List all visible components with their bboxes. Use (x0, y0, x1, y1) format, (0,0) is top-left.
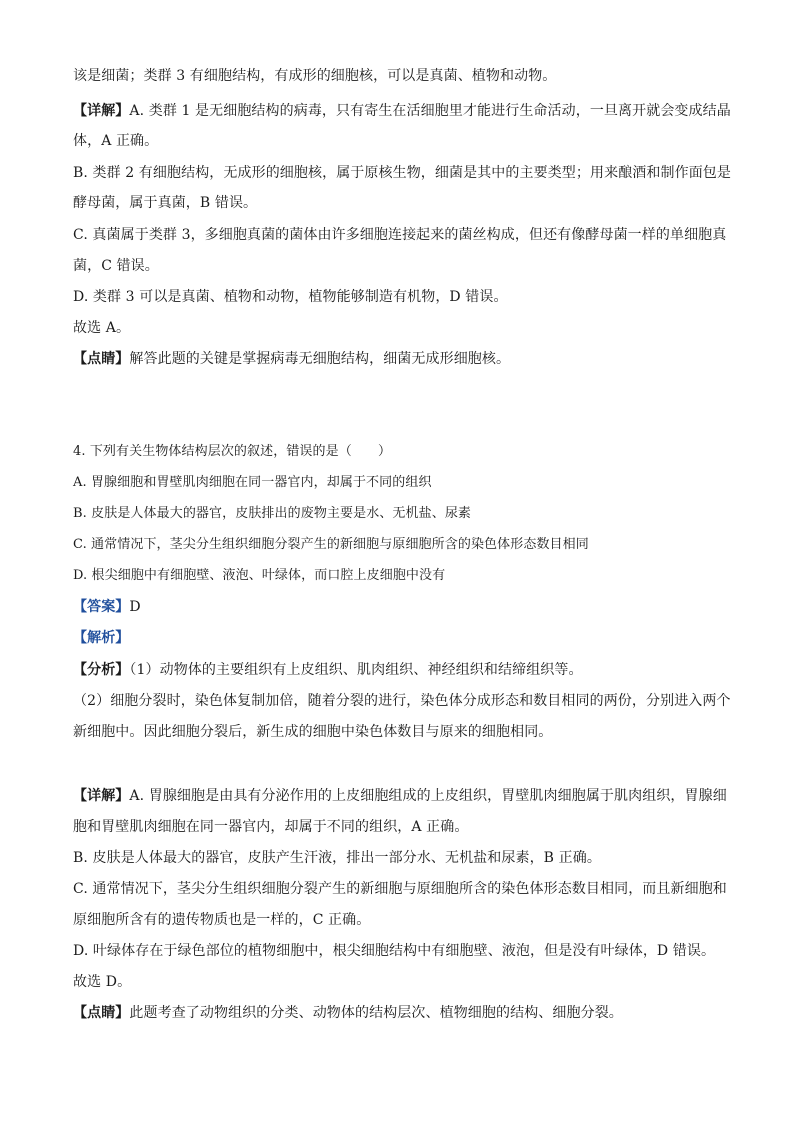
prev-detail-line-1 (73, 101, 734, 121)
prev-detail-line-6: 菌，C 错误。 (73, 258, 159, 274)
q4-option-d: D. 根尖细胞中有细胞壁、液泡、叶绿体，而口腔上皮细胞中没有 (73, 568, 446, 583)
q4-stem: 4. 下列有关生物体结构层次的叙述，错误的是（ ） (73, 444, 392, 459)
q4-option-c: C. 通常情况下，茎尖分生组织细胞分裂产生的新细胞与原细胞所含的染色体形态数目相同 (73, 537, 589, 552)
q4-detail-line-5: 原细胞所含有的遗传物质也是一样的，C 正确。 (73, 912, 371, 928)
q4-fenxi-line-2: （2）细胞分裂时，染色体复制加倍，随着分裂的进行，染色体分成形态和数目相同的两份，分别进入两个 (73, 693, 731, 709)
q4-comment-label: 【点睛】 (73, 1005, 130, 1021)
q4-conclusion: 故选 D。 (73, 974, 132, 990)
prev-conclusion: 故选 A。 (73, 320, 131, 336)
detail-label: 【详解】 (73, 103, 130, 119)
q4-option-b: B. 皮肤是人体最大的器官，皮肤排出的废物主要是水、无机盐、尿素 (73, 506, 472, 521)
comment-label: 【点睛】 (73, 351, 130, 367)
q4-option-a: A. 胃腺细胞和胃壁肌肉细胞在同一器官内，却属于不同的组织 (73, 475, 432, 490)
q4-comment-line (73, 1003, 734, 1023)
prev-detail-line-5: C. 真菌属于类群 3，多细胞真菌的菌体由许多细胞连接起来的菌丝构成，但还有像酵母菌一样的单细胞真 (73, 227, 727, 243)
prev-detail-text-1: A. 类群 1 是无细胞结构的病毒，只有寄生在活细胞里才能进行生命活动，一旦离开就会变成结晶 (129, 103, 731, 119)
fenxi-text-1: （1）动物体的主要组织有上皮组织、肌肉组织、神经组织和结缔组织等。 (129, 662, 583, 678)
answer-label: 【答案】 (73, 599, 130, 615)
q4-detail-line-4: C. 通常情况下，茎尖分生组织细胞分裂产生的新细胞与原细胞所含的染色体形态数目相同，而且新细胞和 (73, 881, 727, 897)
fenxi-label: 【分析】 (73, 662, 130, 678)
q4-fenxi-line-1 (73, 660, 734, 680)
prev-detail-line-3: B. 类群 2 有细胞结构，无成形的细胞核，属于原核生物，细菌是其中的主要类型；用来酿酒和制作面包是 (73, 165, 731, 181)
prev-detail-line-7: D. 类群 3 可以是真菌、植物和动物，植物能够制造有机物，D 错误。 (73, 289, 508, 305)
q4-analysis-heading (73, 628, 734, 648)
prev-detail-line-4: 酵母菌，属于真菌，B 错误。 (73, 195, 258, 211)
q4-answer (73, 597, 734, 617)
prev-comment-text: 解答此题的关键是掌握病毒无细胞结构，细菌无成形细胞核。 (129, 351, 511, 367)
analysis-label: 【解析】 (73, 630, 130, 646)
prev-text-line-1: 该是细菌；类群 3 有细胞结构，有成形的细胞核，可以是真菌、植物和动物。 (73, 68, 557, 84)
q4-detail-text-1: A. 胃腺细胞是由具有分泌作用的上皮细胞组成的上皮组织，胃壁肌肉细胞属于肌肉组织，胃腺细 (129, 788, 727, 804)
q4-comment-text: 此题考查了动物组织的分类、动物体的结构层次、植物细胞的结构、细胞分裂。 (129, 1005, 623, 1021)
q4-detail-line-6: D. 叶绿体存在于绿色部位的植物细胞中，根尖细胞结构中有细胞壁、液泡，但是没有叶绿体，D 错误。 (73, 943, 716, 959)
q4-detail-label: 【详解】 (73, 788, 130, 804)
answer-value: D (129, 599, 141, 615)
q4-detail-line-2: 胞和胃壁肌肉细胞在同一器官内，却属于不同的组织，A 正确。 (73, 819, 469, 835)
q4-fenxi-line-3: 新细胞中。因此细胞分裂后，新生成的细胞中染色体数目与原来的细胞相同。 (73, 724, 553, 740)
q4-detail-line-3: B. 皮肤是人体最大的器官，皮肤产生汗液，排出一部分水、无机盐和尿素，B 正确。 (73, 850, 601, 866)
prev-detail-line-2: 体，A 正确。 (73, 133, 159, 149)
q4-detail-line-1 (73, 786, 734, 806)
prev-comment-line (73, 349, 734, 369)
